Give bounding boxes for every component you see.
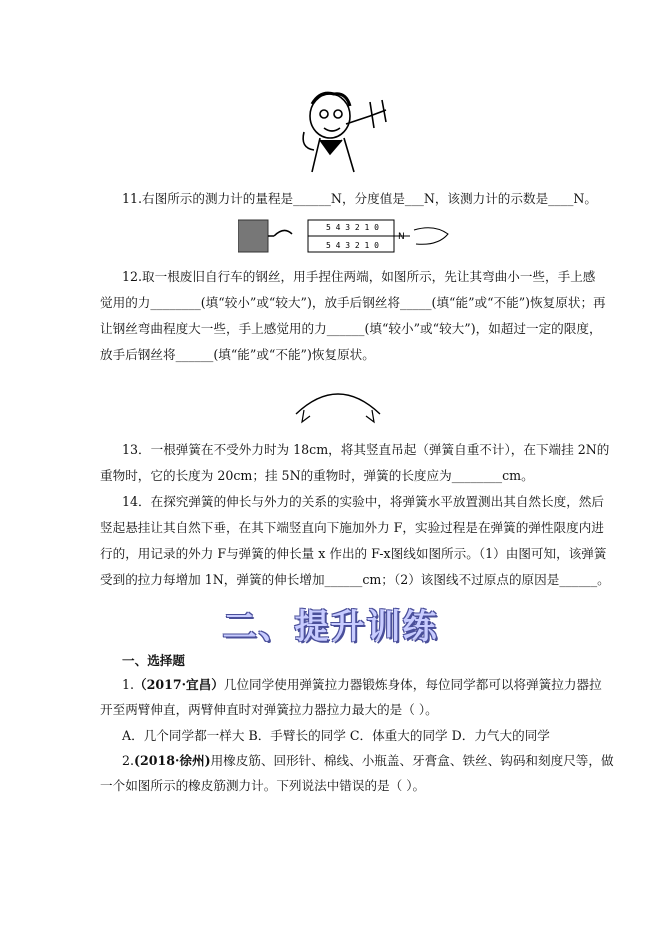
question-14-line-3: 行的，用记录的外力 F与弹簧的伸长量 x 作出的 F-x图线如图所示。（1）由图可知，该弹簧 xyxy=(100,546,607,561)
question-14-line-2: 竖起悬挂让其自然下垂，在其下端竖直向下施加外力 F，实验过程是在弹簧的弹性限度内进 xyxy=(100,520,604,535)
question-2-line-1 xyxy=(122,752,614,770)
scale-unit: N xyxy=(398,232,405,242)
question-1-line-2: 开至两臂伸直，两臂伸直时对弹簧拉力器拉力最大的是（ ）。 xyxy=(100,702,438,717)
question-1-options: A．几个同学都一样大 B．手臂长的同学 C．体重大的同学 D．力气大的同学 xyxy=(122,728,550,743)
question-13-line-2: 重物时，它的长度为 20cm；挂 5N的重物时，弹簧的长度应为________cm。 xyxy=(100,468,534,483)
q1-prefix: 1. xyxy=(122,677,135,692)
q2-prefix: 2. xyxy=(122,753,135,768)
scale-labels-bottom: 5 4 3 2 1 0 xyxy=(326,241,379,250)
question-12-line-1: 12.取一根废旧自行车的钢丝，用手捏住两端，如图所示，先让其弯曲小一些，手上感 xyxy=(122,269,596,284)
question-1-line-1 xyxy=(122,676,602,694)
q2-text: 用橡皮筋、回形针、棉线、小瓶盖、牙膏盒、铁丝、钩码和刻度尺等，做 xyxy=(210,753,614,768)
q2-source: (2018·徐州) xyxy=(134,753,211,768)
question-12-line-2: 觉用的力________(填“较小”或“较大”)，放手后钢丝将_____(填“能”或“不能”)恢复原状；再 xyxy=(100,295,606,310)
question-14-line-4: 受到的拉力每增加 1N，弹簧的伸长增加______cm；（2）该图线不过原点的原因是______。 xyxy=(100,572,610,587)
question-11: 11.右图所示的测力计的量程是______N，分度值是___N，该测力计的示数是____N。 xyxy=(122,191,597,206)
section-title: 二、提升训练 xyxy=(222,607,439,647)
q1-text: 几位同学使用弹簧拉力器锻炼身体，每位同学都可以将弹簧拉力器拉 xyxy=(223,677,602,692)
question-14-line-1: 14．在探究弹簧的伸长与外力的关系的实验中，将弹簧水平放置测出其自然长度，然后 xyxy=(122,494,604,509)
question-13-line-1: 13．一根弹簧在不受外力时为 18cm，将其竖直吊起（弹簧自重不计），在下端挂 2N的 xyxy=(122,442,610,457)
spring-scale-figure xyxy=(238,216,452,256)
slingshot-boy-figure xyxy=(290,88,390,174)
question-12-line-3: 让钢丝弯曲程度大一些，手上感觉用的力______(填“较小”或“较大”)，如超过一定的限度， xyxy=(100,321,602,336)
question-2-line-2: 一个如图所示的橡皮筋测力计。下列说法中错误的是（ ）。 xyxy=(100,778,426,793)
bent-wire-figure xyxy=(290,380,386,426)
scale-labels-top: 5 4 3 2 1 0 xyxy=(326,223,379,232)
subsection-heading: 一、选择题 xyxy=(122,653,185,668)
question-12-line-4: 放手后钢丝将______(填“能”或“不能”)恢复原状。 xyxy=(100,347,375,362)
q1-source: （2017·宜昌） xyxy=(134,677,224,692)
